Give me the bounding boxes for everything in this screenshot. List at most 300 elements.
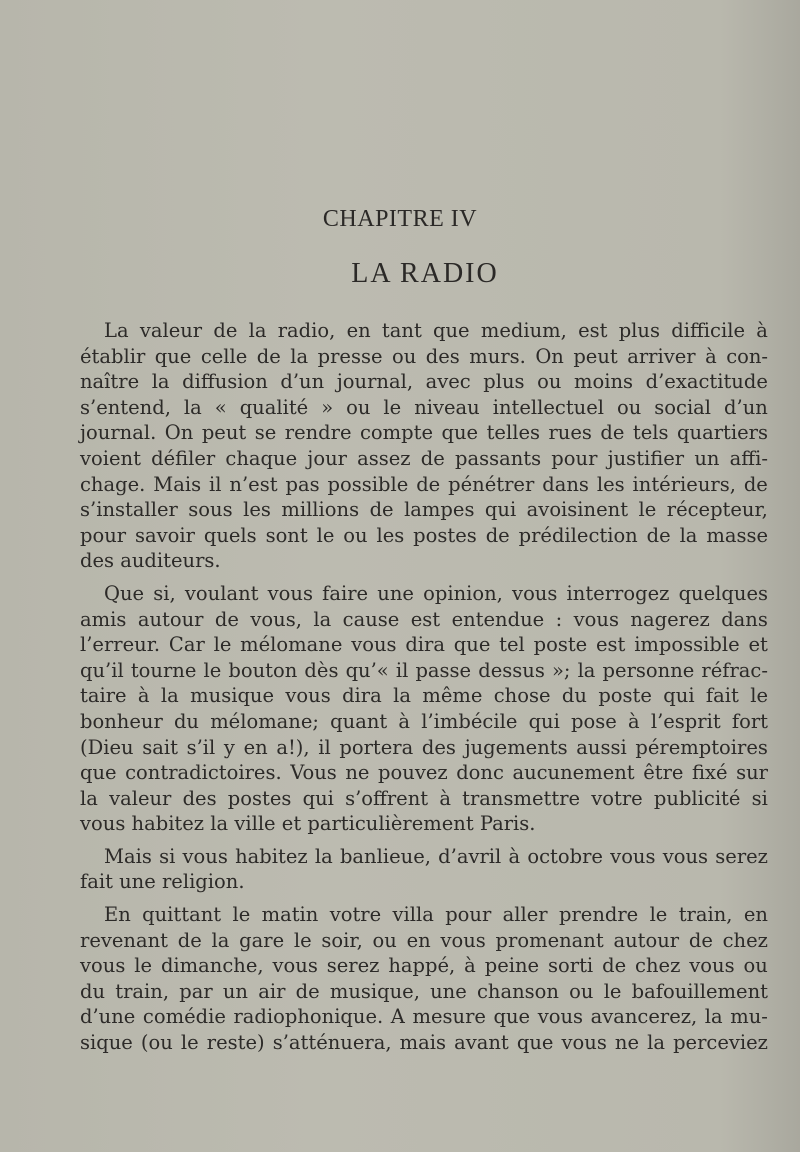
word: voulant <box>184 581 259 605</box>
word: la <box>160 684 179 708</box>
word: contradictoires. <box>125 761 282 785</box>
word: » <box>321 395 334 419</box>
word: Mais <box>104 844 152 868</box>
word: à <box>439 786 451 810</box>
word: vous <box>512 581 558 605</box>
word: savoir <box>135 523 195 547</box>
word: vous <box>272 954 318 978</box>
word: pour <box>445 903 492 927</box>
word: air <box>258 979 286 1003</box>
word: votre <box>329 903 382 927</box>
word: la <box>80 786 98 810</box>
word: si <box>751 786 768 810</box>
word: promenant <box>495 928 604 952</box>
word: de <box>256 344 281 368</box>
word: avancerez, <box>590 1005 698 1029</box>
word: que <box>453 633 491 657</box>
word: ou <box>616 395 642 419</box>
word: que <box>433 319 470 342</box>
word: sorti <box>548 954 594 978</box>
word: millions <box>281 498 360 522</box>
word: le <box>134 954 153 978</box>
word: péremptoires <box>635 735 768 759</box>
word: chose <box>493 684 551 708</box>
word: de <box>688 928 713 952</box>
text-line <box>80 1030 768 1056</box>
word: A <box>390 1005 405 1029</box>
word: passe <box>415 658 472 682</box>
word: il <box>318 735 331 759</box>
word: le <box>203 658 222 682</box>
word: est <box>596 633 626 657</box>
word: murs. <box>469 344 526 368</box>
word: le <box>180 1031 199 1055</box>
word: s’entend, <box>80 395 171 419</box>
word: masse <box>706 523 768 547</box>
word: Que <box>104 581 145 605</box>
word: portera <box>339 735 414 759</box>
text-line <box>80 953 768 979</box>
word: tourne <box>130 658 197 682</box>
word: gare <box>239 928 285 952</box>
text-line <box>80 709 768 735</box>
word: qui <box>484 498 517 522</box>
word: dira <box>342 684 382 708</box>
word: la <box>647 1031 665 1055</box>
word: banlieue, <box>339 844 431 868</box>
word: à <box>628 709 640 733</box>
word: dans <box>542 472 589 496</box>
paragraph <box>80 902 768 1056</box>
word: la <box>314 844 333 868</box>
word: ou <box>569 979 594 1003</box>
word: tant <box>381 319 422 342</box>
word: musique, <box>329 979 420 1003</box>
text-line <box>80 902 768 928</box>
text-line: vous habitez la ville et particulièrement Paris. <box>80 812 536 836</box>
word: personne <box>602 658 695 682</box>
word: intérieurs, <box>632 472 736 496</box>
text-line <box>80 369 768 395</box>
word: ou <box>391 344 417 368</box>
word: transmettre <box>462 786 581 810</box>
word: tel <box>499 633 525 657</box>
text-line <box>80 344 768 370</box>
word: lampes <box>404 498 475 522</box>
word: medium, <box>480 319 567 342</box>
word: l’erreur. <box>80 633 161 657</box>
word: qui <box>663 684 695 708</box>
body-text <box>80 318 768 1056</box>
word: par <box>179 979 213 1003</box>
word: se <box>254 421 277 445</box>
word: Vous <box>290 761 337 785</box>
word: de <box>416 472 441 496</box>
word: arriver <box>627 344 696 368</box>
word: à <box>137 684 150 708</box>
text-line <box>80 844 768 870</box>
word: jour <box>307 446 347 470</box>
word: l’esprit <box>650 709 721 733</box>
word: est <box>410 607 441 631</box>
word: dans <box>721 607 768 631</box>
word: chage. <box>80 472 146 496</box>
word: justifier <box>607 446 685 470</box>
word: d’un <box>280 370 325 394</box>
word: chez <box>722 928 768 952</box>
word: y <box>223 735 235 759</box>
word: journal, <box>336 370 414 394</box>
word: villa <box>392 903 434 927</box>
word: la <box>679 523 698 547</box>
word: compte <box>360 421 434 445</box>
word: à <box>705 344 717 368</box>
word: serez <box>715 844 768 868</box>
word: bonheur <box>80 709 163 733</box>
text-line <box>80 497 768 523</box>
word: la <box>248 319 267 342</box>
word: cause <box>342 607 400 631</box>
word: »; <box>551 658 571 682</box>
word: qui <box>302 786 334 810</box>
word: vous <box>610 844 656 868</box>
word: la <box>313 607 332 631</box>
word: d’avril <box>438 844 502 868</box>
word: le <box>232 903 251 927</box>
word: vous <box>537 1005 584 1029</box>
text-line <box>80 760 768 786</box>
word: Mais <box>153 472 202 496</box>
word: vous <box>662 844 709 868</box>
word: chez <box>635 954 681 978</box>
word: qui <box>528 709 560 733</box>
word: sique <box>80 1031 133 1055</box>
word: serez <box>326 954 380 978</box>
word: le <box>213 633 232 657</box>
word: une <box>430 979 467 1003</box>
word: quels <box>203 523 257 547</box>
word: niveau <box>414 395 480 419</box>
word: ne <box>345 761 370 785</box>
word: prédilection <box>518 523 638 547</box>
word: que <box>80 761 117 785</box>
word: train, <box>115 979 170 1003</box>
word: jugements <box>464 735 568 759</box>
word: les <box>596 472 625 496</box>
word: ou <box>743 954 768 978</box>
word: valeur <box>109 786 172 810</box>
word: du <box>561 684 587 708</box>
text-line <box>80 607 768 633</box>
word: presse <box>317 344 383 368</box>
text-line <box>80 1004 768 1030</box>
word: et <box>748 633 768 657</box>
word: pas <box>285 472 320 496</box>
word: passants <box>454 446 542 470</box>
word: soir, <box>321 928 363 952</box>
word: vous <box>267 581 313 605</box>
word: des <box>425 344 460 368</box>
word: mesure <box>412 1005 486 1029</box>
word: de <box>295 979 320 1003</box>
word: prendre <box>558 903 639 927</box>
word: mélomane; <box>210 709 319 733</box>
word: chaque <box>225 446 298 470</box>
word: est <box>578 319 608 342</box>
word: de <box>177 928 202 952</box>
word: la <box>151 370 170 394</box>
word: diffusion <box>182 370 268 394</box>
chapter-label: CHAPITRE IV <box>322 206 478 232</box>
word: ou <box>346 395 371 419</box>
word: ou <box>372 928 397 952</box>
word: En <box>104 903 131 927</box>
word: tels <box>632 421 669 445</box>
word: reste) <box>206 1031 265 1055</box>
word: sont <box>265 523 308 547</box>
word: un <box>694 446 720 470</box>
word: quartiers <box>677 421 768 445</box>
word: poste <box>533 633 588 657</box>
word: en <box>243 735 268 759</box>
word: vous <box>351 633 397 657</box>
word: défiler <box>151 446 216 470</box>
word: moins <box>574 370 634 394</box>
word: d’exactitude <box>645 370 768 394</box>
word: d’un <box>724 395 768 419</box>
word: nagerez <box>630 607 710 631</box>
word: il <box>209 472 222 496</box>
text-line: des auditeurs. <box>80 549 221 573</box>
word: a!), <box>276 735 310 759</box>
word: un <box>222 979 248 1003</box>
word: On <box>164 421 194 445</box>
word: avoisinent <box>526 498 629 522</box>
word: bouton <box>228 658 298 682</box>
word: la <box>393 684 411 708</box>
word: poste <box>598 684 652 708</box>
word: possible <box>327 472 409 496</box>
word: vous, <box>250 607 302 631</box>
word: entendue <box>451 607 545 631</box>
word: celle <box>200 344 248 368</box>
word: happé, <box>388 954 456 978</box>
paragraph <box>80 844 768 895</box>
text-line <box>80 683 768 709</box>
word: amis <box>80 607 127 631</box>
word: réfrac- <box>701 658 768 682</box>
word: de <box>743 472 768 496</box>
word: postes <box>227 786 292 810</box>
word: vous <box>689 954 735 978</box>
word: vous <box>80 954 126 978</box>
word: mu- <box>730 1005 768 1029</box>
word: peine <box>484 954 540 978</box>
word: les <box>243 498 271 522</box>
word: opinion, <box>423 581 503 605</box>
word: vous <box>440 928 486 952</box>
word: en <box>406 928 431 952</box>
word: même <box>422 684 483 708</box>
word: octobre <box>527 844 603 868</box>
word: de <box>602 954 627 978</box>
word: valeur <box>139 319 203 342</box>
word: sur <box>736 761 768 785</box>
word: bafouillement <box>631 979 768 1003</box>
word: voient <box>80 446 141 470</box>
text-line <box>80 928 768 954</box>
word: vous <box>182 844 228 868</box>
text-line <box>80 581 768 607</box>
word: mais <box>399 1031 447 1055</box>
word: journal. <box>80 421 157 445</box>
word: pose <box>571 709 617 733</box>
word: fait <box>705 684 739 708</box>
word: rendre <box>284 421 352 445</box>
text-line <box>80 979 768 1005</box>
word: difficile <box>671 319 745 342</box>
word: postes <box>413 523 477 547</box>
word: à <box>508 844 521 868</box>
word: de <box>369 498 394 522</box>
word: ou <box>343 523 368 547</box>
word: votre <box>591 786 643 810</box>
word: que <box>493 1005 531 1029</box>
word: établir <box>80 344 146 368</box>
word: fixé <box>692 761 728 785</box>
word: de <box>485 523 510 547</box>
word: Car <box>168 633 205 657</box>
word: assez <box>357 446 411 470</box>
word: qu’« <box>345 658 389 682</box>
word: pénétrer <box>448 472 535 496</box>
text-line <box>80 658 768 684</box>
word: (Dieu <box>80 735 134 759</box>
word: peut <box>201 421 247 445</box>
word: une <box>377 581 414 605</box>
word: quant <box>330 709 388 733</box>
word: la <box>704 1005 723 1029</box>
word: sait <box>142 735 178 759</box>
word: mélomane <box>240 633 343 657</box>
word: dessus <box>478 658 545 682</box>
word: ou <box>537 370 562 394</box>
word: publicité <box>653 786 741 810</box>
text-line: fait une religion. <box>80 870 245 894</box>
word: dira <box>405 633 445 657</box>
word: autour <box>137 607 204 631</box>
word: affi- <box>729 446 768 470</box>
paragraph <box>80 318 768 574</box>
word: radiophonique. <box>233 1005 384 1029</box>
word: telles <box>486 421 540 445</box>
word: que <box>516 1031 554 1055</box>
text-line <box>80 472 768 498</box>
word: d’une <box>80 1005 136 1029</box>
word: si, <box>153 581 176 605</box>
word: interrogez <box>566 581 670 605</box>
word: sous <box>188 498 233 522</box>
word: : <box>555 607 563 631</box>
word: taire <box>80 684 127 708</box>
word: à <box>756 319 768 342</box>
word: faire <box>322 581 369 605</box>
word: de <box>420 446 445 470</box>
word: de <box>600 421 625 445</box>
word: qu’il <box>80 658 124 682</box>
word: musique <box>190 684 275 708</box>
word: s’il <box>186 735 216 759</box>
word: à <box>464 954 476 978</box>
word: la <box>211 928 230 952</box>
word: intellectuel <box>492 395 604 419</box>
word: ne <box>614 1031 640 1055</box>
word: comédie <box>142 1005 226 1029</box>
word: si <box>159 844 176 868</box>
word: quittant <box>142 903 222 927</box>
text-line <box>80 318 768 344</box>
word: la <box>577 658 596 682</box>
word: avec <box>425 370 471 394</box>
word: de <box>214 607 239 631</box>
word: habitez <box>235 844 308 868</box>
word: dimanche, <box>160 954 264 978</box>
word: train, <box>678 903 733 927</box>
word: l’imbécile <box>421 709 518 733</box>
word: s’offrent <box>345 786 429 810</box>
word: du <box>80 979 106 1003</box>
word: des <box>421 735 456 759</box>
word: le <box>750 684 768 708</box>
chapter-title: LA RADIO <box>351 258 499 289</box>
word: aussi <box>576 735 627 759</box>
text-line <box>80 523 768 549</box>
text-line <box>80 735 768 761</box>
word: vous <box>285 684 331 708</box>
word: con- <box>726 344 768 368</box>
word: en <box>743 903 768 927</box>
word: naître <box>80 370 140 394</box>
word: le <box>603 979 622 1003</box>
word: pour <box>551 446 598 470</box>
word: du <box>173 709 199 733</box>
word: pour <box>80 523 127 547</box>
word: la <box>183 395 202 419</box>
word: s’atténuera, <box>272 1031 392 1055</box>
word: de <box>213 319 238 342</box>
word: plus <box>483 370 525 394</box>
word: vous <box>561 1031 607 1055</box>
word: (ou <box>140 1031 173 1055</box>
word: récepteur, <box>666 498 768 522</box>
word: qualité <box>239 395 309 419</box>
word: des <box>182 786 217 810</box>
word: peut <box>573 344 618 368</box>
word: pouvez <box>378 761 448 785</box>
word: autour <box>613 928 680 952</box>
word: n’est <box>229 472 278 496</box>
word: impossible <box>634 633 740 657</box>
word: à <box>398 709 411 733</box>
word: fort <box>731 709 768 733</box>
text-line <box>80 632 768 658</box>
paragraph <box>80 581 768 837</box>
word: dès <box>304 658 339 682</box>
word: le <box>316 523 335 547</box>
word: les <box>376 523 405 547</box>
text-line <box>80 786 768 812</box>
word: que <box>154 344 192 368</box>
